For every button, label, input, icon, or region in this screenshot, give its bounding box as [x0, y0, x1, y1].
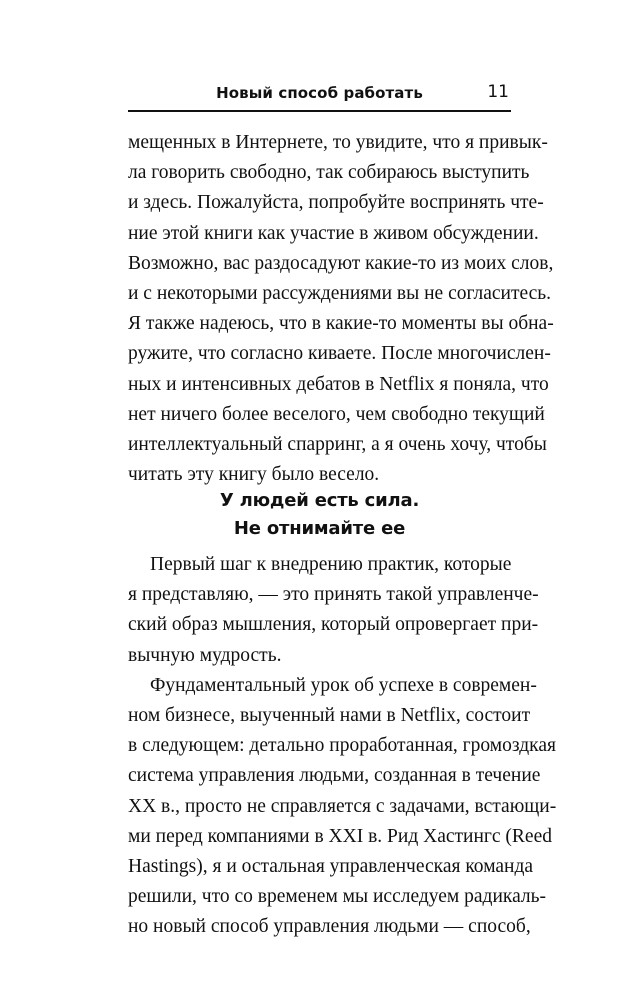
text-line: Первый шаг к внедрению практик, которые	[150, 554, 512, 575]
text-line: Возможно, вас раздосадуют какие-то из моих слов,	[128, 252, 554, 274]
text-line: и здесь. Пожалуйста, попробуйте воспринять чте-	[128, 192, 544, 214]
text-line: ние этой книги как участие в живом обсуждении.	[128, 222, 539, 244]
text-line: ных и интенсивных дебатов в Netflix я поняла, что	[128, 373, 549, 395]
text-line: но новый способ управления людьми — способ,	[128, 916, 531, 938]
text-line: в следующем: детально проработанная, громоздкая	[128, 735, 556, 757]
section-heading-line: Не отнимайте ее	[233, 518, 406, 539]
text-line: решили, что со временем мы исследуем радикаль-	[128, 886, 547, 908]
text-line: ла говорить свободно, так собираюсь выступить	[128, 162, 530, 184]
paragraph	[128, 671, 557, 943]
text-line: интеллектуальный спарринг, а я очень хочу, чтобы	[128, 433, 547, 455]
section-heading	[128, 487, 511, 543]
text-line: и с некоторыми рассуждениями вы не согласитесь.	[128, 282, 552, 304]
section-heading-line: У людей есть сила.	[219, 490, 420, 511]
text-line: Hastings), я и остальная управленческая команда	[128, 855, 534, 877]
text-line: Я также надеюсь, что в какие-то моменты вы обна-	[128, 313, 554, 335]
paragraph	[128, 550, 539, 671]
running-header	[128, 80, 511, 112]
page-number: 11	[487, 82, 509, 102]
text-line: система управления людьми, созданная в течение	[128, 765, 541, 787]
paragraph-continued	[128, 128, 554, 490]
text-line: Фундаментальный урок об успехе в современ-	[150, 674, 537, 696]
text-line: ми перед компаниями в XXI в. Рид Хастингс (Reed	[128, 825, 552, 847]
text-line: нет ничего более веселого, чем свободно текущий	[128, 403, 545, 425]
body-paragraphs	[128, 550, 557, 942]
text-line: читать эту книгу было весело.	[128, 464, 380, 486]
text-line: ский образ мышления, который опровергает при-	[128, 614, 539, 636]
text-line: ружите, что согласно киваете. После многочислен-	[128, 343, 551, 365]
text-line: мещенных в Интернете, то увидите, что я привык-	[128, 132, 548, 153]
running-title: Новый способ работать	[216, 84, 423, 102]
text-line: вычную мудрость.	[128, 644, 282, 666]
text-line: я представляю, — это принять такой управленче-	[128, 584, 539, 606]
text-line: ном бизнесе, выученный нами в Netflix, состоит	[128, 704, 531, 726]
text-line: XX в., просто не справляется с задачами, встающи-	[128, 795, 557, 817]
